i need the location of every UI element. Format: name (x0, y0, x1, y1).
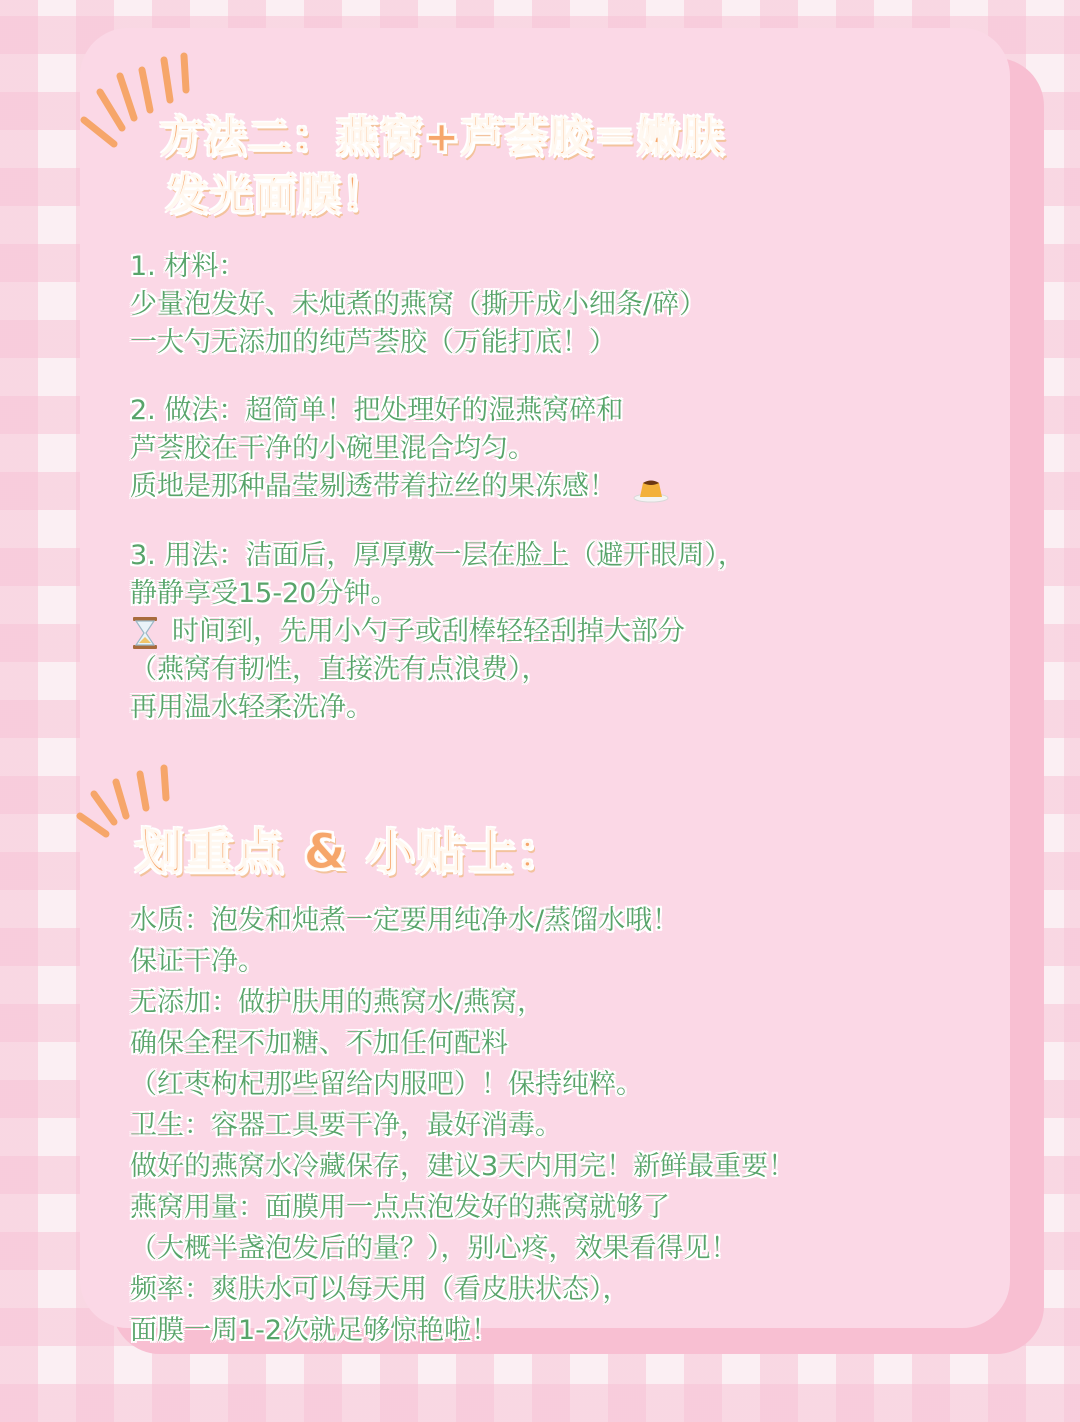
method-line-with-icon (130, 468, 670, 506)
method-line: 质地是那种晶莹剔透带着拉丝的果冻感！ (130, 471, 616, 502)
tips-block (130, 900, 795, 1351)
tip-line: 确保全程不加糖、不加任何配料 (130, 1028, 508, 1059)
tip-line: 频率：爽肤水可以每天用（看皮肤状态）， (130, 1274, 630, 1305)
section1-heading-line1: 方法二：燕窝+芦荟胶＝嫩肤 (160, 112, 726, 161)
tip-line: 水质：泡发和炖煮一定要用纯净水/蒸馏水哦！ (130, 905, 680, 936)
method-block (130, 392, 670, 506)
tip-line: 面膜一周1-2次就足够惊艳啦！ (130, 1315, 499, 1346)
usage-line: （燕窝有韧性，直接洗有点浪费）， (130, 654, 549, 685)
method-line: 芦荟胶在干净的小碗里混合均匀。 (130, 433, 535, 464)
tip-line: 保证干净。 (130, 946, 265, 977)
tip-line: （红枣枸杞那些留给内服吧）！保持纯粹。 (130, 1069, 643, 1100)
usage-line-with-icon (130, 613, 745, 651)
usage-line: 再用温水轻柔洗净。 (130, 692, 373, 723)
usage-block (130, 537, 745, 727)
section1-heading (160, 108, 725, 224)
tip-line: 燕窝用量：面膜用一点点泡发好的燕窝就够了 (130, 1192, 670, 1223)
materials-block (130, 248, 706, 362)
materials-line: 1. 材料： (130, 251, 246, 282)
materials-line: 少量泡发好、未炖煮的燕窝（撕开成小细条/碎） (130, 289, 707, 320)
tip-line: 做好的燕窝水冷藏保存，建议3天内用完！新鲜最重要！ (130, 1151, 796, 1182)
section1-heading-line2: 发光面膜！ (166, 170, 387, 219)
materials-line: 一大勺无添加的纯芦荟胶（万能打底！） (130, 327, 616, 358)
method-line: 2. 做法：超简单！把处理好的湿燕窝碎和 (130, 395, 624, 426)
usage-line: 静静享受15-20分钟。 (130, 578, 398, 609)
tip-line: 无添加：做护肤用的燕窝水/燕窝， (130, 987, 545, 1018)
tip-line: （大概半盏泡发后的量？），别心疼，效果看得见！ (130, 1233, 738, 1264)
usage-line: 时间到，先用小勺子或刮棒轻轻刮掉大部分 (172, 616, 685, 647)
hourglass-icon (130, 616, 160, 650)
usage-line: 3. 用法：洁面后，厚厚敷一层在脸上（避开眼周）， (130, 540, 745, 571)
tip-line: 卫生：容器工具要干净，最好消毒。 (130, 1110, 562, 1141)
section2-heading: 划重点 & 小贴士： (135, 824, 567, 880)
pudding-icon (632, 473, 670, 503)
